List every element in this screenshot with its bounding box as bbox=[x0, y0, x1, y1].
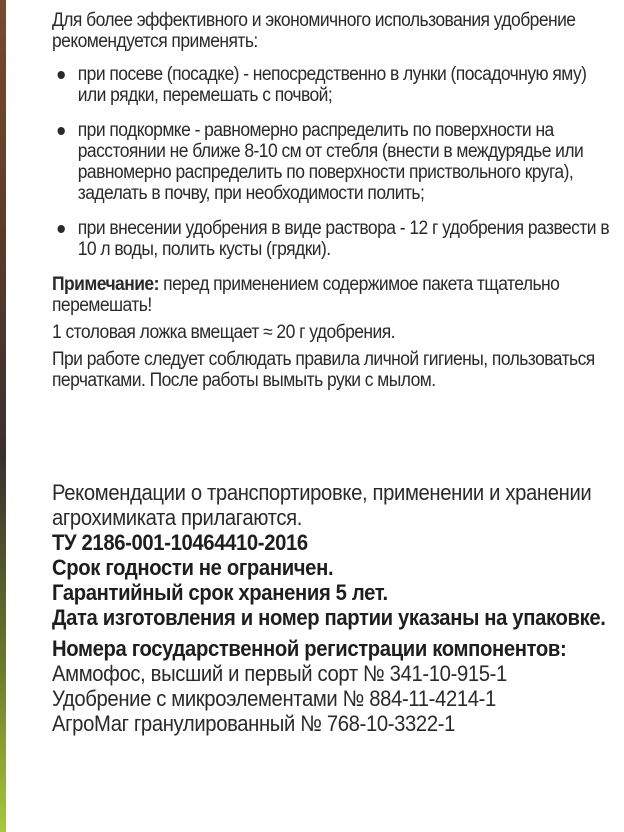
registration-item: АгроМаг гранулированный № 768-10-3322-1 bbox=[52, 711, 456, 736]
list-item bbox=[52, 218, 611, 260]
recommendations-text: Рекомендации о транспортировке, применении и хранении агрохимиката прилагаются. bbox=[52, 480, 592, 530]
list-item-text: при внесении удобрения в виде раствора - 12 г удобрения развести в 10 л воды, полить кусты (грядки). bbox=[77, 218, 610, 260]
registration-heading: Номера государственной регистрации компонентов: bbox=[52, 636, 567, 661]
note-label: Примечание: bbox=[52, 274, 159, 295]
list-item bbox=[52, 120, 611, 204]
product-info-block bbox=[52, 480, 612, 736]
decorative-edge-strip bbox=[0, 0, 6, 832]
bullet-icon bbox=[58, 225, 65, 233]
shelf-life: Срок годности не ограничен. bbox=[52, 555, 334, 580]
intro-text: Для более эффективного и экономичного использования удобрение рекомендуется применять: bbox=[52, 10, 576, 52]
spoon-measure-text: 1 столовая ложка вмещает ≈ 20 г удобрения. bbox=[52, 322, 395, 343]
product-info bbox=[52, 480, 624, 736]
production-date-note: Дата изготовления и номер партии указаны на упаковке. bbox=[52, 605, 606, 630]
list-item-text: при посеве (посадке) - непосредственно в лунки (посадочную яму) или рядки, перемешать с почвой; bbox=[77, 64, 587, 106]
registration-item: Аммофос, высший и первый сорт № 341-10-915-1 bbox=[52, 661, 507, 686]
bullet-icon bbox=[58, 71, 65, 79]
list-item-text: при подкормке - равномерно распределить по поверхности на расстоянии не ближе 8-10 см от стебля (внести в междурядье или равномерно распределить по поверхности приствольного круга), заделать в почву, при необходимости полить; bbox=[77, 120, 584, 204]
instructions-block bbox=[52, 10, 611, 391]
usage-instructions bbox=[52, 10, 612, 391]
registration-item: Удобрение с микроэлементами № 884-11-4214-1 bbox=[52, 686, 496, 711]
note-paragraph bbox=[52, 274, 611, 316]
list-item bbox=[52, 64, 611, 106]
application-list bbox=[52, 64, 611, 260]
hygiene-text: При работе следует соблюдать правила личной гигиены, пользоваться перчатками. После работы вымыть руки с мылом. bbox=[52, 349, 595, 391]
bullet-icon bbox=[58, 127, 65, 135]
warranty-period: Гарантийный срок хранения 5 лет. bbox=[52, 580, 388, 605]
tu-number: ТУ 2186-001-10464410-2016 bbox=[52, 530, 308, 555]
note-text: перед применением содержимое пакета тщательно перемешать! bbox=[52, 274, 560, 316]
